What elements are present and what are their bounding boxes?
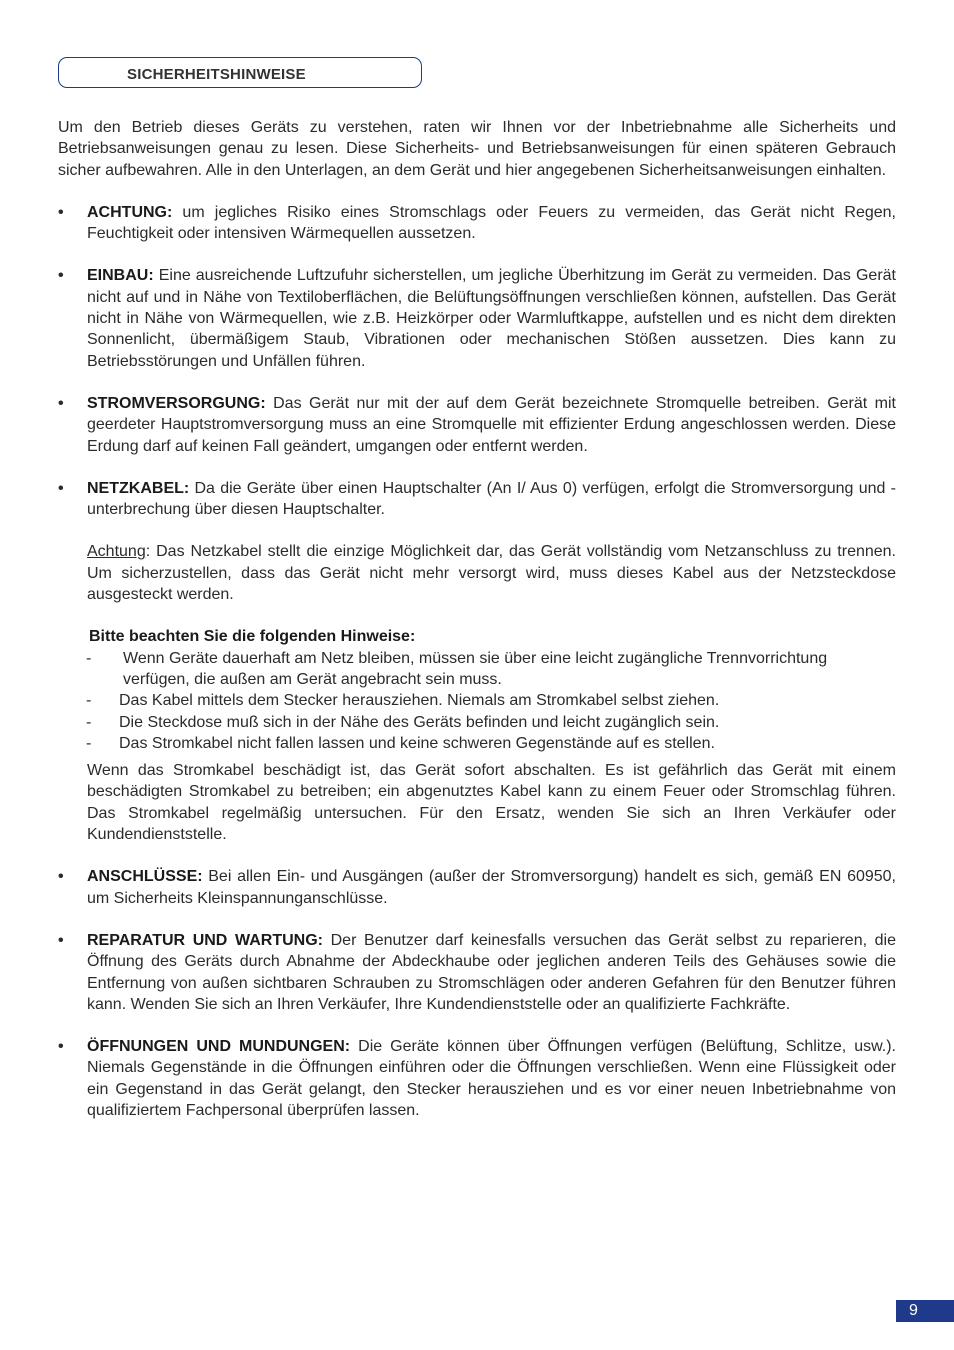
list-item-achtung: [58, 202, 896, 245]
item-label: ÖFFNUNGEN UND MUNDUNGEN:: [87, 1038, 351, 1056]
dash: -: [86, 713, 92, 731]
item-label: ACHTUNG:: [87, 203, 173, 221]
netzkabel-note: [87, 541, 896, 605]
item-label: ANSCHLÜSSE:: [87, 868, 203, 886]
list-item-reparatur: [58, 930, 896, 1015]
hint-text: Die Steckdose muß sich in der Nähe des Geräts befinden und leicht zugänglich sein.: [119, 713, 720, 731]
item-text: Bei allen Ein- und Ausgängen (außer der Stromversorgung) handelt es sich, gemäß EN 60950, um Sicherheits Kleinspannunganschlüsse.: [87, 868, 896, 907]
note-label: Achtung: [87, 543, 146, 561]
item-text: Das Gerät nur mit der auf dem Gerät bezeichnete Stromquelle betreiben. Gerät mit geerdeter Hauptstromversorgung muss an eine Stromquelle mit effizienter Erdung angeschlossen werden. Diese Erdung darf auf keinen Fall geändert, umgangen oder entfernt werden.: [87, 394, 896, 455]
item-label: NETZKABEL:: [87, 479, 190, 497]
hints-closing: Wenn das Stromkabel beschädigt ist, das Gerät sofort abschalten. Es ist gefährlich das Gerät mit einem beschädigten Stromkabel zu betreiben; ein abgenutztes Kabel kann zu einem Feuer oder Stromschlag führen. Das Stromkabel regelmäßig untersuchen. Für den Ersatz, wenden Sie sich an Ihren Verkäufer oder Kundendienststelle.: [87, 762, 896, 844]
hints-list: [87, 648, 896, 754]
bullet: •: [58, 267, 64, 285]
hint-text: Das Kabel mittels dem Stecker herausziehen. Niemals am Stromkabel selbst ziehen.: [119, 692, 720, 710]
item-label: STROMVERSORGUNG:: [87, 394, 266, 412]
dash: -: [86, 734, 92, 752]
bullet: •: [58, 868, 64, 886]
bullet: •: [58, 479, 64, 497]
bullet: •: [58, 1038, 64, 1056]
hint-item: [86, 733, 896, 754]
hint-item: [86, 690, 896, 711]
hints-heading: Bitte beachten Sie die folgenden Hinweise:: [89, 628, 416, 646]
item-text: Der Benutzer darf keinesfalls versuchen das Gerät selbst zu reparieren, die Öffnung des Geräts durch Abnahme der Abdeckhaube oder jeglichen anderen Teils des Gehäuses sowie die Entfernung von außen sichtbaren Schrauben zu Stromschlägen oder anderen Gefahren für den Benutzer führen kann. Wenden Sie sich an Ihren Verkäufer, Ihre Kundendienststelle oder an qualifizierte Fachkräfte.: [87, 931, 897, 1013]
section-header-box: [58, 57, 422, 88]
item-text: Die Geräte können über Öffnungen verfügen (Belüftung, Schlitze, usw.). Niemals Gegenstände in die Öffnungen einführen oder die Öffnungen verschließen. Wenn eine Flüssigkeit oder ein Gegenstand in das Gerät gelangt, den Stecker herausziehen und es vor einer neuen Inbetriebnahme von qualifiziertem Fachpersonal überprüfen lassen.: [87, 1038, 897, 1119]
item-label: REPARATUR UND WARTUNG:: [87, 931, 323, 949]
section-title: SICHERHEITSHINWEISE: [127, 66, 306, 83]
item-text: Eine ausreichende Luftzufuhr sicherstellen, um jegliche Überhitzung im Gerät zu vermeiden. Das Gerät nicht auf und in Nähe von Textiloberflächen, die Belüftungsöffnungen verschließen können, aufstellen. Das Gerät nicht in Nähe von Wärmequellen, wie z.B. Heizkörper oder Warmluftkappe, aufstellen und es nicht dem direkten Sonnenlicht, übermäßigem Staub, Vibrationen oder mechanischen Stößen aussetzen. Dies kann zu Betriebsstörungen und Unfällen führen.: [87, 267, 896, 370]
page-number-badge: [896, 1300, 954, 1322]
dash: -: [86, 649, 92, 667]
item-text: Da die Geräte über einen Hauptschalter (An I/ Aus 0) verfügen, erfolgt die Stromversorgung und -unterbrechung über diesen Hauptschalter.: [87, 479, 896, 519]
item-label: EINBAU:: [87, 267, 154, 285]
safety-content: [58, 117, 896, 1142]
bullet: •: [58, 394, 64, 412]
list-item-einbau: [58, 265, 896, 371]
list-item-stromversorgung: [58, 393, 896, 457]
bullet: •: [58, 931, 64, 949]
list-item-netzkabel: [58, 478, 896, 845]
hint-text: Das Stromkabel nicht fallen lassen und keine schweren Gegenstände auf es stellen.: [119, 734, 715, 752]
hint-text: Wenn Geräte dauerhaft am Netz bleiben, müssen sie über eine leicht zugängliche Trennvorrichtung verfügen, die außen am Gerät angebracht sein muss.: [123, 649, 828, 688]
list-item-anschluesse: [58, 866, 896, 909]
intro-paragraph: Um den Betrieb dieses Geräts zu verstehen, raten wir Ihnen vor der Inbetriebnahme alle Sicherheits und Betriebsanweisungen genau zu lesen. Diese Sicherheits- und Betriebsanweisungen für einen späteren Gebrauch sicher aufbewahren. Alle in den Unterlagen, an dem Gerät und hier angegebenen Sicherheitsanweisungen einhalten.: [58, 119, 896, 179]
dash: -: [86, 692, 92, 710]
note-text: : Das Netzkabel stellt die einzige Möglichkeit dar, das Gerät vollständig vom Netzanschluss zu trennen. Um sicherzustellen, dass das Gerät nicht mehr versorgt wird, muss dieses Kabel aus der Netzsteckdose ausgesteckt werden.: [87, 543, 896, 604]
hint-item: [86, 648, 896, 691]
page-number: 9: [909, 1302, 918, 1319]
list-item-oeffnungen: [58, 1036, 896, 1121]
bullet: •: [58, 203, 64, 221]
hint-item: [86, 712, 896, 733]
item-text: um jegliches Risiko eines Stromschlags oder Feuers zu vermeiden, das Gerät nicht Regen, Feuchtigkeit oder intensiven Wärmequellen aussetzen.: [87, 203, 896, 243]
